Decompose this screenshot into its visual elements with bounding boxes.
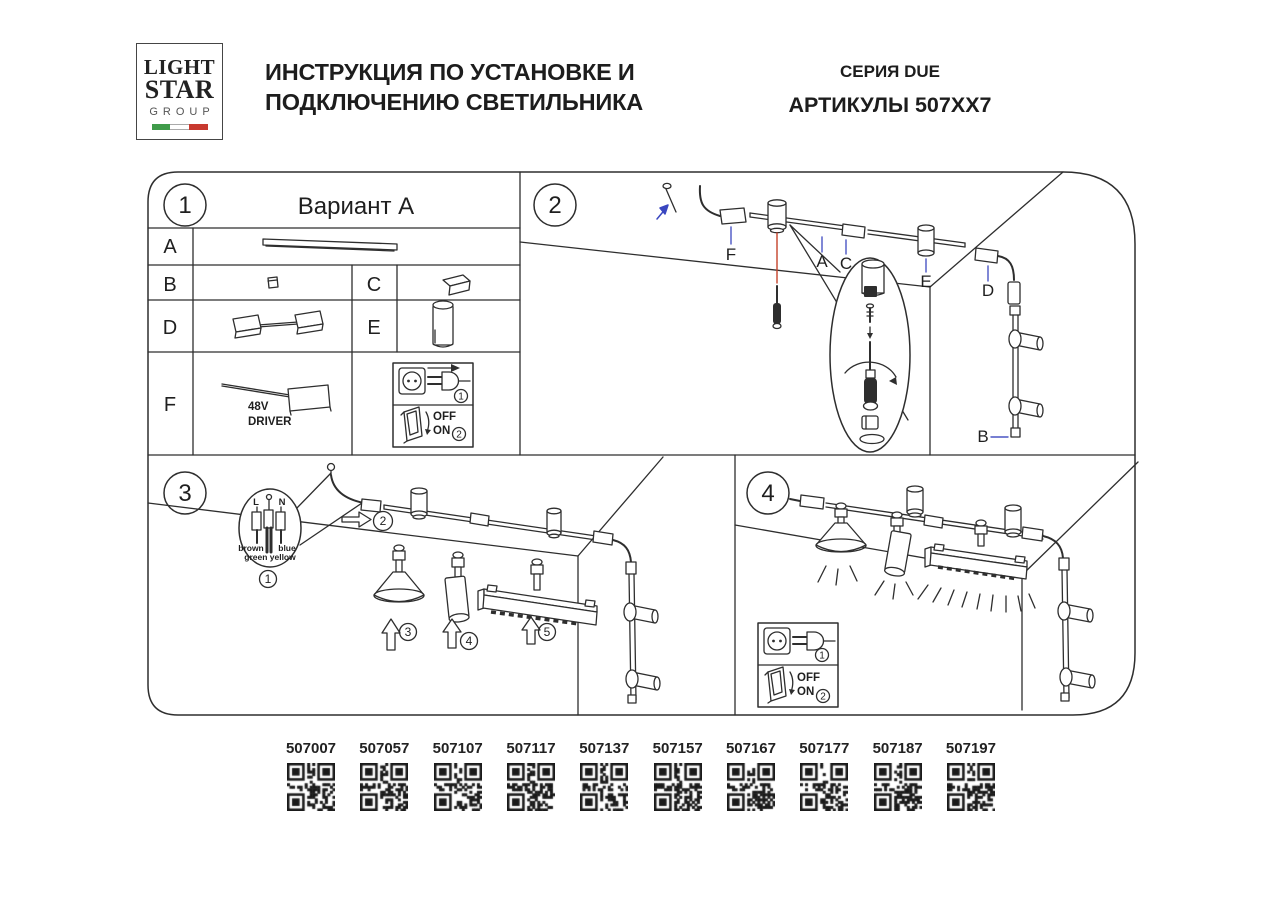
- track-mount-cylinder: [768, 200, 786, 233]
- switch-icon: [401, 407, 431, 443]
- part-letter-d: D: [162, 317, 178, 339]
- switch-icon: [765, 667, 795, 703]
- driver-name-label: DRIVER: [248, 416, 292, 428]
- wall-track-with-lamps: [624, 562, 660, 703]
- part-d-link-illustration: [233, 311, 323, 338]
- arrow-up-outline: [522, 617, 540, 644]
- label-a: A: [816, 252, 828, 271]
- panel2-mounting-diagram: [520, 172, 1063, 455]
- wall-track-with-lamps: [1058, 558, 1095, 701]
- power-step-2: 2: [820, 691, 826, 703]
- step-2: 2: [379, 514, 387, 528]
- mounting-detail-magnifier: [830, 258, 910, 452]
- driver-box: [361, 499, 381, 512]
- cylinder-lamp: [445, 552, 470, 623]
- article-number: 507137: [579, 740, 630, 757]
- wire-n-label: N: [278, 497, 286, 508]
- qr-code: [874, 763, 922, 811]
- logo-word-star: STAR: [144, 75, 215, 104]
- step-5: 5: [543, 625, 551, 639]
- qr-item: [425, 740, 491, 811]
- qr-item: [791, 740, 857, 811]
- panel4-finished-diagram: [735, 462, 1138, 710]
- supply-cable: [700, 186, 720, 216]
- ceiling-screw: [657, 183, 676, 219]
- panel1-number: 1: [178, 192, 192, 219]
- switch-off-label: OFF: [433, 411, 456, 423]
- part-letter-e: E: [367, 317, 381, 339]
- driver-box: [720, 208, 746, 224]
- label-c: C: [839, 254, 853, 273]
- qr-item: [645, 740, 711, 811]
- wire-blue-label: blue: [278, 543, 296, 553]
- article-number: 507107: [432, 740, 483, 757]
- panel1-parts-table: [148, 184, 520, 455]
- qr-code: [434, 763, 482, 811]
- wire-l-label: L: [253, 497, 259, 508]
- article-number: 507177: [799, 740, 850, 757]
- corner-cable: [613, 540, 631, 562]
- wall-track-with-lamps: [1009, 306, 1043, 437]
- qr-code: [727, 763, 775, 811]
- cone-lamp-lit: [816, 503, 866, 585]
- switch-on-label: ON: [433, 425, 451, 437]
- part-letter-c: C: [366, 274, 382, 296]
- qr-item: [351, 740, 417, 811]
- corner-cable: [1043, 536, 1063, 558]
- label-e: E: [920, 272, 932, 291]
- qr-code: [800, 763, 848, 811]
- small-screwdriver: [773, 286, 781, 329]
- socket-icon: [764, 628, 790, 654]
- qr-item: [278, 740, 344, 811]
- part-c-connector-illustration: [443, 275, 470, 295]
- callout-line: [296, 473, 331, 509]
- supply-cable: [331, 475, 364, 503]
- linear-lamp: [478, 559, 597, 625]
- qr-item: [938, 740, 1004, 811]
- arrow-up-outline: [443, 619, 461, 648]
- part-b-endcap-illustration: [268, 277, 278, 288]
- panel4-number: 4: [761, 480, 775, 507]
- lamp-on-track: [918, 225, 934, 256]
- callout-line: [300, 503, 362, 545]
- plug-icon: [793, 632, 835, 650]
- qr-item: [718, 740, 784, 811]
- panel3-number: 3: [178, 480, 192, 507]
- qr-code: [507, 763, 555, 811]
- qr-code: [580, 763, 628, 811]
- qr-code: [360, 763, 408, 811]
- article-number: 507057: [359, 740, 410, 757]
- cylinder-lamp-lit: [875, 512, 913, 599]
- step-1: 1: [264, 572, 272, 586]
- article-number: 507117: [506, 740, 556, 757]
- part-letter-f: F: [163, 394, 177, 416]
- arrow-up-outline: [382, 619, 400, 650]
- qr-code-row: [278, 740, 1004, 811]
- power-step-1: 1: [458, 391, 464, 403]
- part-e-cylinder-illustration: [433, 301, 453, 347]
- label-b: B: [977, 427, 989, 446]
- room-corner-lines: [520, 172, 1063, 455]
- part-letter-b: B: [163, 274, 177, 296]
- article-number: 507197: [945, 740, 996, 757]
- qr-item: [498, 740, 564, 811]
- articles-code: АРТИКУЛЫ 507XX7: [788, 93, 992, 117]
- power-step-2: 2: [456, 429, 462, 441]
- label-d: D: [981, 281, 995, 300]
- article-number: 507157: [652, 740, 703, 757]
- qr-code: [287, 763, 335, 811]
- logo-word-light: LIGHT: [143, 55, 216, 79]
- series-name: СЕРИЯ DUE: [839, 62, 940, 81]
- qr-item: [571, 740, 637, 811]
- cone-lamp: [374, 545, 424, 602]
- title-line-2: ПОДКЛЮЧЕНИЮ СВЕТИЛЬНИКА: [265, 89, 643, 115]
- callout-line: [790, 225, 840, 272]
- wire-green-yellow-label: green yellow: [244, 552, 296, 562]
- switch-on-label: ON: [797, 686, 815, 698]
- step-4: 4: [465, 634, 473, 648]
- qr-item: [865, 740, 931, 811]
- wire-brown-label: brown: [238, 543, 264, 553]
- switch-off-label: OFF: [797, 672, 820, 684]
- article-number: 507187: [872, 740, 923, 757]
- article-number: 507007: [285, 740, 337, 757]
- driver-voltage-label: 48V: [248, 401, 269, 413]
- article-number: 507167: [725, 740, 776, 757]
- step-3: 3: [404, 625, 412, 639]
- plug-icon: [428, 372, 470, 390]
- variant-a-title: Вариант А: [297, 193, 415, 220]
- title-line-1: ИНСТРУКЦИЯ ПО УСТАНОВКЕ И: [265, 59, 635, 85]
- socket-icon: [399, 368, 425, 394]
- logo-word-group: GROUP: [149, 106, 215, 118]
- arrow-right-icon: [428, 364, 460, 372]
- qr-code: [947, 763, 995, 811]
- part-f-driver-illustration: [222, 384, 331, 415]
- qr-code: [654, 763, 702, 811]
- power-connection-icons-p1: [393, 363, 473, 447]
- panel3-wiring-diagram: [148, 457, 663, 715]
- part-letter-a: A: [163, 236, 177, 258]
- part-a-track-illustration: [263, 239, 397, 251]
- power-connection-icons-p4: [758, 623, 838, 707]
- wire-connection-magnifier: [238, 489, 301, 567]
- ceiling-hook: [328, 464, 335, 476]
- power-step-1: 1: [819, 650, 825, 662]
- panel2-number: 2: [548, 192, 562, 219]
- label-f: F: [725, 245, 737, 264]
